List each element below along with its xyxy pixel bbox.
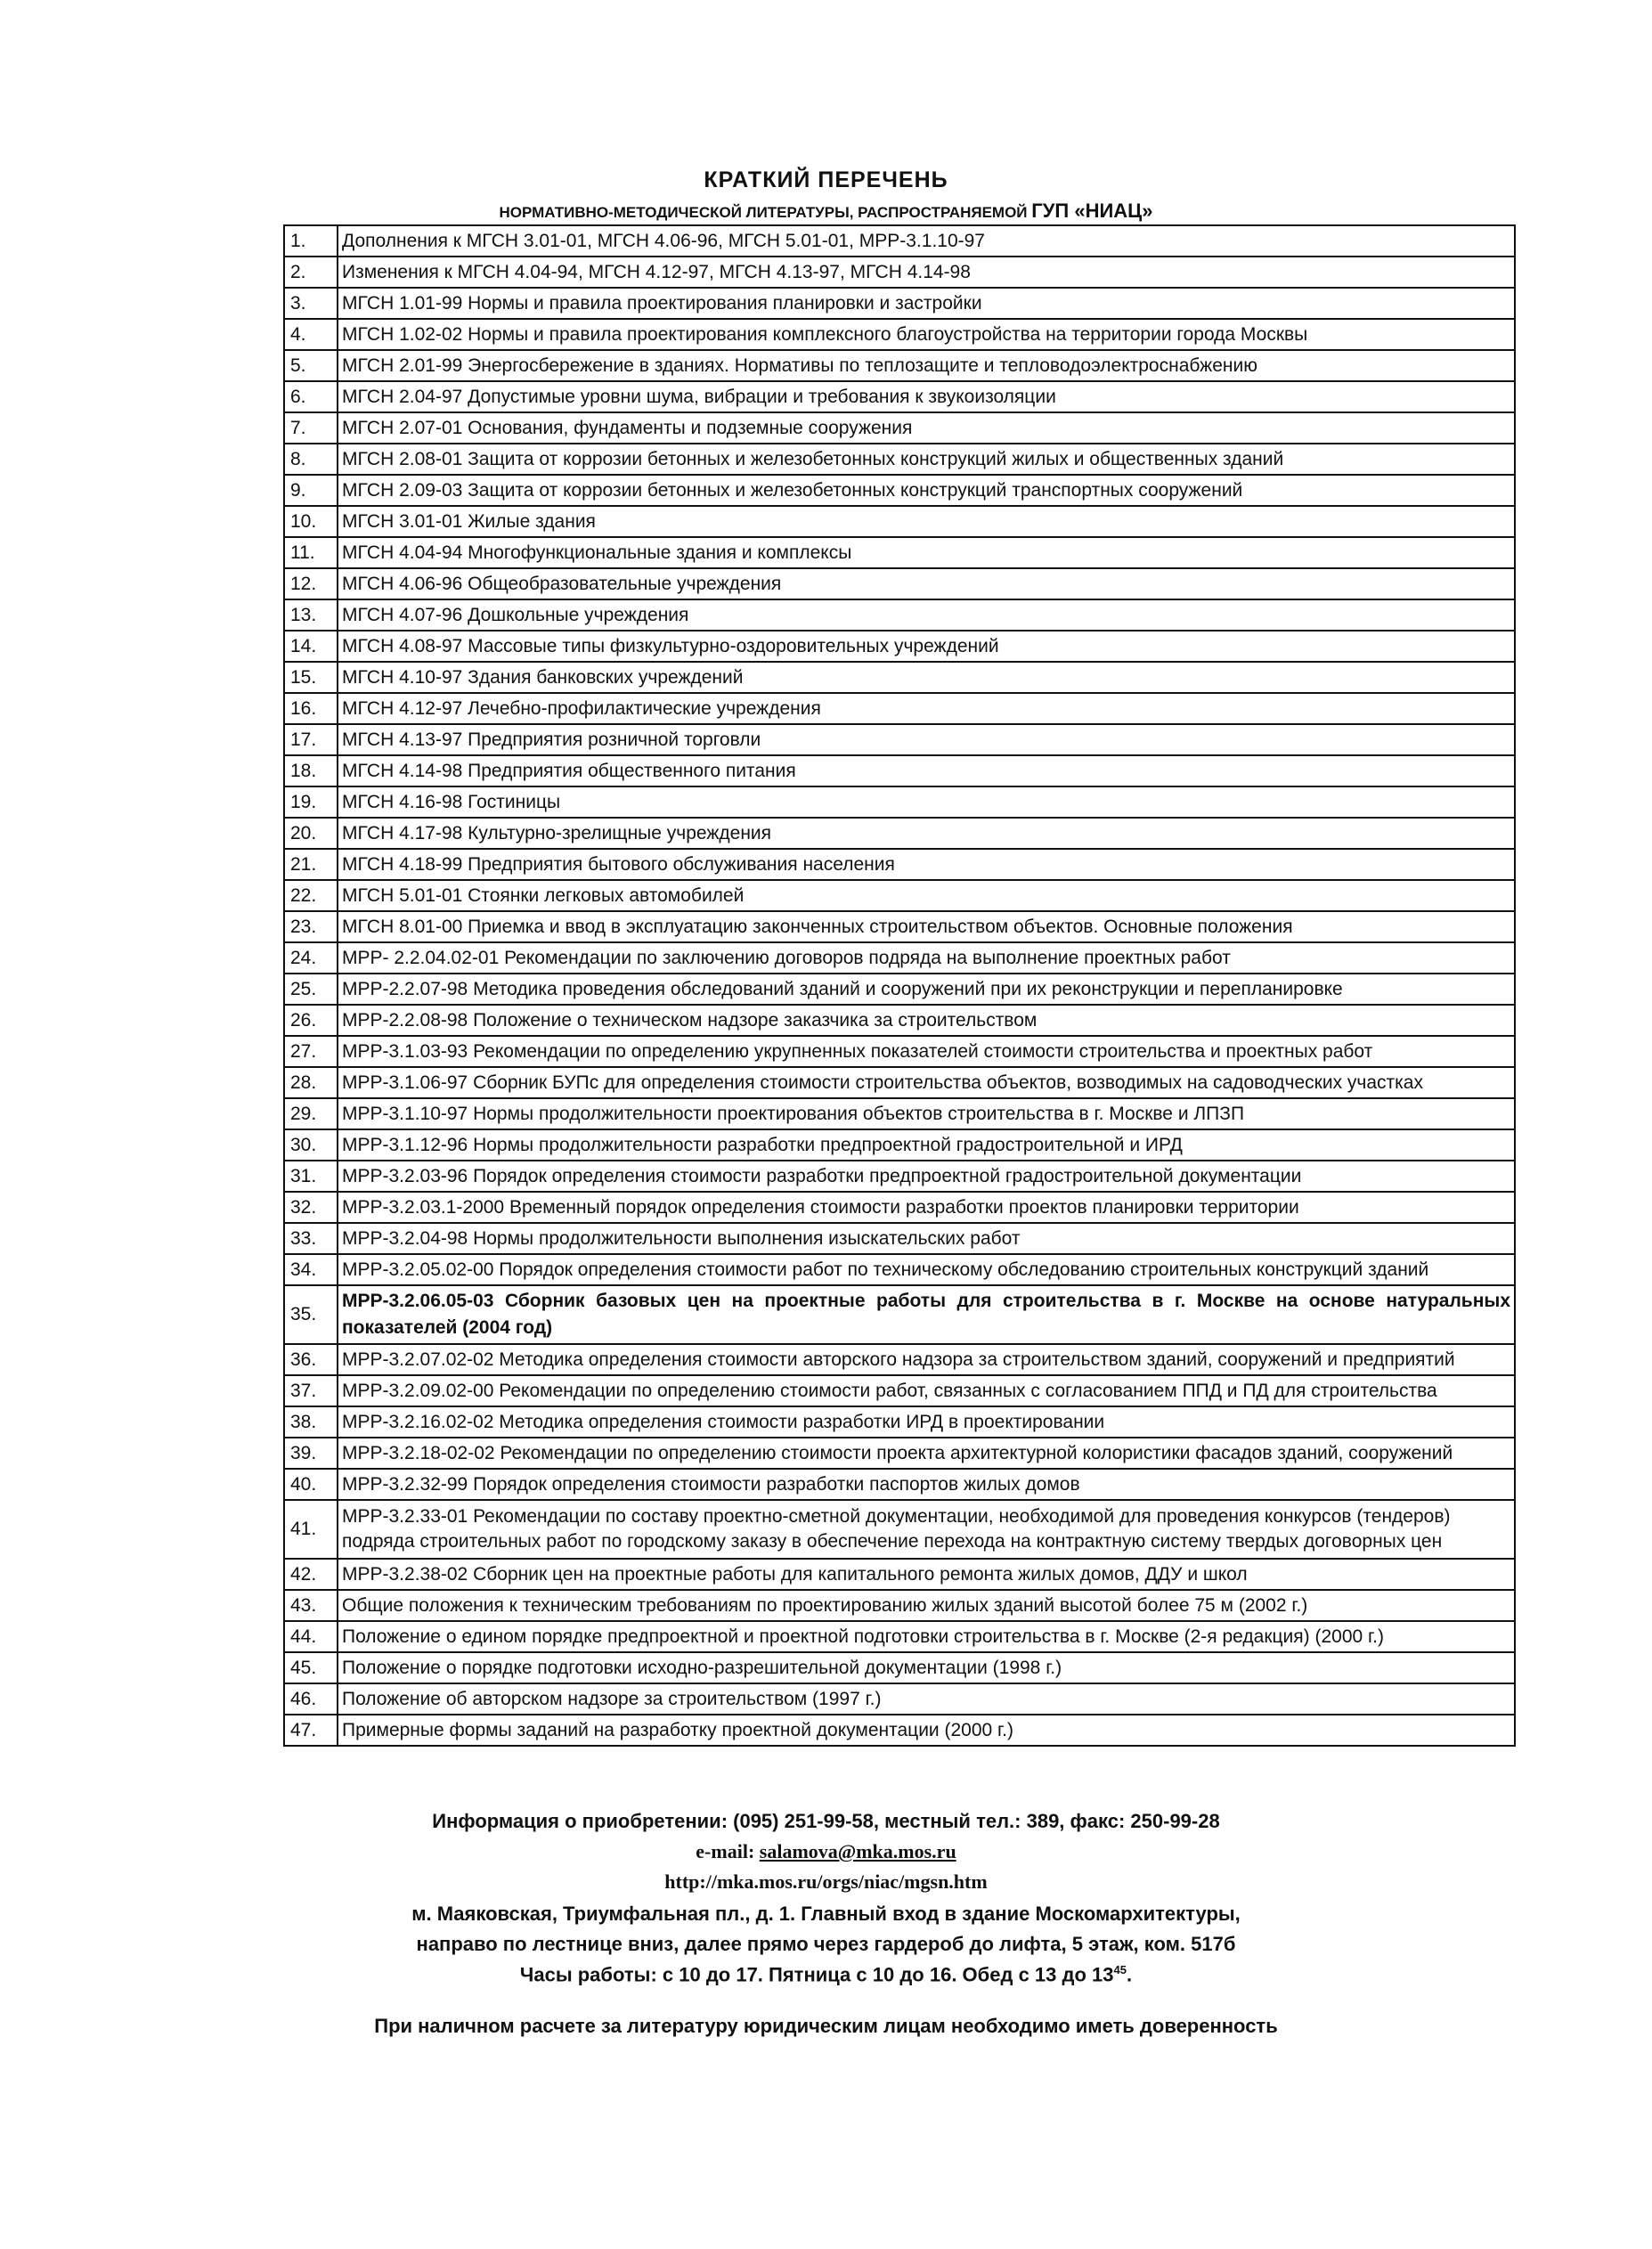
row-number: 6. bbox=[284, 381, 338, 412]
row-number: 18. bbox=[284, 755, 338, 786]
row-title: МРР-2.2.07-98 Методика проведения обследований зданий и сооружений при их реконструкции и перепланировке bbox=[338, 974, 1515, 1005]
table-row bbox=[284, 1223, 1515, 1254]
website-link[interactable]: http://mka.mos.ru/orgs/niac/mgsn.htm bbox=[664, 1870, 988, 1893]
row-title: МГСН 4.07-96 Дошкольные учреждения bbox=[338, 599, 1515, 631]
table-row bbox=[284, 1683, 1515, 1715]
table-row bbox=[284, 911, 1515, 942]
row-number: 17. bbox=[284, 724, 338, 755]
working-hours-end: . bbox=[1126, 1963, 1133, 1986]
row-title: МРР-3.1.10-97 Нормы продолжительности проектирования объектов строительства в г. Москве и ЛПЗП bbox=[338, 1098, 1515, 1129]
row-number: 19. bbox=[284, 786, 338, 818]
row-number: 20. bbox=[284, 818, 338, 849]
row-title: МРР-3.2.05.02-00 Порядок определения стоимости работ по техническому обследованию строительных конструкций зданий bbox=[338, 1254, 1515, 1285]
row-number: 11. bbox=[284, 537, 338, 568]
table-row bbox=[284, 942, 1515, 974]
row-number: 29. bbox=[284, 1098, 338, 1129]
table-row bbox=[284, 412, 1515, 444]
row-number: 41. bbox=[284, 1500, 338, 1559]
literature-table bbox=[283, 224, 1516, 1747]
row-number: 16. bbox=[284, 693, 338, 724]
row-title: МГСН 2.01-99 Энергосбережение в зданиях. Нормативы по теплозащите и тепловодоэлектроснабжению bbox=[338, 350, 1515, 381]
address-line-2: направо по лестнице вниз, далее прямо через гардероб до лифта, 5 этаж, ком. 517б bbox=[416, 1933, 1236, 1955]
table-row bbox=[284, 1652, 1515, 1683]
row-number: 35. bbox=[284, 1285, 338, 1344]
row-title: Положение об авторском надзоре за строительством (1997 г.) bbox=[338, 1683, 1515, 1715]
row-title: МГСН 2.07-01 Основания, фундаменты и подземные сооружения bbox=[338, 412, 1515, 444]
row-number: 15. bbox=[284, 662, 338, 693]
document-title: КРАТКИЙ ПЕРЕЧЕНЬ bbox=[704, 167, 948, 192]
row-number: 36. bbox=[284, 1344, 338, 1375]
table-row bbox=[284, 1192, 1515, 1223]
row-number: 46. bbox=[284, 1683, 338, 1715]
row-number: 45. bbox=[284, 1652, 338, 1683]
table-row bbox=[284, 350, 1515, 381]
row-number: 42. bbox=[284, 1559, 338, 1590]
table-row bbox=[284, 475, 1515, 506]
table-row bbox=[284, 1129, 1515, 1161]
table-row bbox=[284, 1344, 1515, 1375]
row-title: МГСН 1.01-99 Нормы и правила проектирования планировки и застройки bbox=[338, 288, 1515, 319]
row-title: МГСН 4.10-97 Здания банковских учреждений bbox=[338, 662, 1515, 693]
subtitle-part1: НОРМАТИВНО-МЕТОДИЧЕСКОЙ ЛИТЕРАТУРЫ, РАСПРОСТРАНЯЕМОЙ bbox=[499, 204, 1028, 221]
row-number: 40. bbox=[284, 1469, 338, 1500]
row-number: 23. bbox=[284, 911, 338, 942]
cash-payment-note: При наличном расчете за литературу юридическим лицам необходимо иметь доверенность bbox=[374, 2015, 1278, 2037]
table-row bbox=[284, 1590, 1515, 1621]
table-row bbox=[284, 1254, 1515, 1285]
table-row bbox=[284, 1161, 1515, 1192]
row-title: МГСН 2.04-97 Допустимые уровни шума, вибрации и требования к звукоизоляции bbox=[338, 381, 1515, 412]
row-title: МРР-3.2.38-02 Сборник цен на проектные работы для капитального ремонта жилых домов, ДДУ и школ bbox=[338, 1559, 1515, 1590]
row-title: Положение о едином порядке предпроектной и проектной подготовки строительства в г. Москве (2-я редакция) (2000 г.) bbox=[338, 1621, 1515, 1652]
row-title: МРР- 2.2.04.02-01 Рекомендации по заключению договоров подряда на выполнение проектных работ bbox=[338, 942, 1515, 974]
row-title: Общие положения к техническим требованиям по проектированию жилых зданий высотой более 75 м (2002 г.) bbox=[338, 1590, 1515, 1621]
row-number: 44. bbox=[284, 1621, 338, 1652]
row-number: 32. bbox=[284, 1192, 338, 1223]
row-title: МГСН 4.04-94 Многофункциональные здания и комплексы bbox=[338, 537, 1515, 568]
row-title: МРР-3.2.06.05-03 Сборник базовых цен на проектные работы для строительства в г. Москве на основе натуральных показателей (2004 год) bbox=[338, 1285, 1515, 1344]
row-number: 12. bbox=[284, 568, 338, 599]
row-title: МГСН 2.08-01 Защита от коррозии бетонных и железобетонных конструкций жилых и общественных зданий bbox=[338, 444, 1515, 475]
row-title: Изменения к МГСН 4.04-94, МГСН 4.12-97, МГСН 4.13-97, МГСН 4.14-98 bbox=[338, 257, 1515, 288]
table-row bbox=[284, 319, 1515, 350]
table-row bbox=[284, 506, 1515, 537]
table-row bbox=[284, 1500, 1515, 1559]
table-row bbox=[284, 1067, 1515, 1098]
row-title: МГСН 4.13-97 Предприятия розничной торговли bbox=[338, 724, 1515, 755]
row-number: 1. bbox=[284, 225, 338, 257]
row-number: 3. bbox=[284, 288, 338, 319]
row-title: МРР-3.2.07.02-02 Методика определения стоимости авторского надзора за строительством зданий, сооружений и предприятий bbox=[338, 1344, 1515, 1375]
row-title: МРР-3.1.06-97 Сборник БУПс для определения стоимости строительства объектов, возводимых на садоводческих участках bbox=[338, 1067, 1515, 1098]
row-title: МРР-3.2.04-98 Нормы продолжительности выполнения изыскательских работ bbox=[338, 1223, 1515, 1254]
row-title: МРР-3.2.03-96 Порядок определения стоимости разработки предпроектной градостроительной документации bbox=[338, 1161, 1515, 1192]
row-number: 10. bbox=[284, 506, 338, 537]
working-hours bbox=[0, 1963, 1652, 1986]
table-row bbox=[284, 849, 1515, 880]
table-row bbox=[284, 537, 1515, 568]
table-row bbox=[284, 444, 1515, 475]
row-title: МГСН 4.06-96 Общеобразовательные учреждения bbox=[338, 568, 1515, 599]
table-row bbox=[284, 1005, 1515, 1036]
row-title: МРР-3.2.03.1-2000 Временный порядок определения стоимости разработки проектов планировки территории bbox=[338, 1192, 1515, 1223]
working-hours-text: Часы работы: с 10 до 17. Пятница с 10 до 16. Обед с 13 до 13 bbox=[519, 1963, 1114, 1986]
table-row bbox=[284, 880, 1515, 911]
row-title: МРР-3.2.09.02-00 Рекомендации по определению стоимости работ, связанных с согласованием ППД и ПД для строительства bbox=[338, 1375, 1515, 1406]
row-number: 24. bbox=[284, 942, 338, 974]
row-number: 5. bbox=[284, 350, 338, 381]
table-row bbox=[284, 288, 1515, 319]
table-row bbox=[284, 724, 1515, 755]
table-row bbox=[284, 1036, 1515, 1067]
row-number: 37. bbox=[284, 1375, 338, 1406]
row-number: 8. bbox=[284, 444, 338, 475]
working-hours-minutes: 45 bbox=[1113, 1963, 1127, 1976]
table-row bbox=[284, 818, 1515, 849]
row-title: МГСН 4.18-99 Предприятия бытового обслуживания населения bbox=[338, 849, 1515, 880]
table-row bbox=[284, 755, 1515, 786]
row-number: 7. bbox=[284, 412, 338, 444]
row-title: МГСН 8.01-00 Приемка и ввод в эксплуатацию законченных строительством объектов. Основные положения bbox=[338, 911, 1515, 942]
document-subtitle bbox=[0, 200, 1652, 223]
table-row bbox=[284, 568, 1515, 599]
row-number: 2. bbox=[284, 257, 338, 288]
row-number: 25. bbox=[284, 974, 338, 1005]
row-number: 30. bbox=[284, 1129, 338, 1161]
row-title: МРР-3.1.12-96 Нормы продолжительности разработки предпроектной градостроительной и ИРД bbox=[338, 1129, 1515, 1161]
table-row bbox=[284, 1285, 1515, 1344]
table-row bbox=[284, 257, 1515, 288]
address-line-1: м. Маяковская, Триумфальная пл., д. 1. Главный вход в здание Москомархитектуры, bbox=[411, 1903, 1241, 1925]
table-row bbox=[284, 1438, 1515, 1469]
row-title: МГСН 5.01-01 Стоянки легковых автомобилей bbox=[338, 880, 1515, 911]
row-number: 43. bbox=[284, 1590, 338, 1621]
table-row bbox=[284, 631, 1515, 662]
row-title: Дополнения к МГСН 3.01-01, МГСН 4.06-96, МГСН 5.01-01, МРР-3.1.10-97 bbox=[338, 225, 1515, 257]
row-title: Положение о порядке подготовки исходно-разрешительной документации (1998 г.) bbox=[338, 1652, 1515, 1683]
row-number: 31. bbox=[284, 1161, 338, 1192]
table-row bbox=[284, 662, 1515, 693]
row-title: МГСН 4.16-98 Гостиницы bbox=[338, 786, 1515, 818]
row-title: МРР-3.2.33-01 Рекомендации по составу проектно-сметной документации, необходимой для проведения конкурсов (тендеров) подряда строительных работ по городскому заказу в обеспечение перехода на контрактную систему твердых договорных цен bbox=[338, 1500, 1515, 1559]
table-row bbox=[284, 974, 1515, 1005]
row-number: 34. bbox=[284, 1254, 338, 1285]
row-title: МРР-3.1.03-93 Рекомендации по определению укрупненных показателей стоимости строительства и проектных работ bbox=[338, 1036, 1515, 1067]
row-title: МРР-2.2.08-98 Положение о техническом надзоре заказчика за строительством bbox=[338, 1005, 1515, 1036]
table-row bbox=[284, 1469, 1515, 1500]
table-row bbox=[284, 1098, 1515, 1129]
row-number: 38. bbox=[284, 1406, 338, 1438]
row-title: МГСН 1.02-02 Нормы и правила проектирования комплексного благоустройства на территории города Москвы bbox=[338, 319, 1515, 350]
row-title: МРР-3.2.16.02-02 Методика определения стоимости разработки ИРД в проектировании bbox=[338, 1406, 1515, 1438]
row-title: МРР-3.2.32-99 Порядок определения стоимости разработки паспортов жилых домов bbox=[338, 1469, 1515, 1500]
row-number: 4. bbox=[284, 319, 338, 350]
row-number: 28. bbox=[284, 1067, 338, 1098]
subtitle-part2: ГУП «НИАЦ» bbox=[1031, 200, 1153, 222]
table-row bbox=[284, 381, 1515, 412]
table-row bbox=[284, 1621, 1515, 1652]
email-link[interactable]: salamova@mka.mos.ru bbox=[759, 1840, 956, 1862]
row-title: Примерные формы заданий на разработку проектной документации (2000 г.) bbox=[338, 1715, 1515, 1746]
table-row bbox=[284, 1559, 1515, 1590]
row-number: 21. bbox=[284, 849, 338, 880]
row-number: 9. bbox=[284, 475, 338, 506]
table-row bbox=[284, 693, 1515, 724]
row-title: МГСН 4.14-98 Предприятия общественного питания bbox=[338, 755, 1515, 786]
row-number: 13. bbox=[284, 599, 338, 631]
row-title: МГСН 4.12-97 Лечебно-профилактические учреждения bbox=[338, 693, 1515, 724]
email-line bbox=[0, 1840, 1652, 1863]
table-row bbox=[284, 1406, 1515, 1438]
row-number: 26. bbox=[284, 1005, 338, 1036]
row-number: 22. bbox=[284, 880, 338, 911]
row-title: МРР-3.2.18-02-02 Рекомендации по определению стоимости проекта архитектурной колористики фасадов зданий, сооружений bbox=[338, 1438, 1515, 1469]
table-row bbox=[284, 1375, 1515, 1406]
row-title: МГСН 3.01-01 Жилые здания bbox=[338, 506, 1515, 537]
table-row bbox=[284, 599, 1515, 631]
table-row bbox=[284, 1715, 1515, 1746]
table-row bbox=[284, 786, 1515, 818]
table-row bbox=[284, 225, 1515, 257]
row-number: 14. bbox=[284, 631, 338, 662]
row-title: МГСН 4.08-97 Массовые типы физкультурно-оздоровительных учреждений bbox=[338, 631, 1515, 662]
email-label: e-mail: bbox=[696, 1840, 755, 1862]
row-title: МГСН 4.17-98 Культурно-зрелищные учреждения bbox=[338, 818, 1515, 849]
row-number: 33. bbox=[284, 1223, 338, 1254]
row-number: 39. bbox=[284, 1438, 338, 1469]
row-number: 47. bbox=[284, 1715, 338, 1746]
purchase-info: Информация о приобретении: (095) 251-99-58, местный тел.: 389, факс: 250-99-28 bbox=[432, 1810, 1220, 1832]
row-number: 27. bbox=[284, 1036, 338, 1067]
row-title: МГСН 2.09-03 Защита от коррозии бетонных и железобетонных конструкций транспортных сооружений bbox=[338, 475, 1515, 506]
